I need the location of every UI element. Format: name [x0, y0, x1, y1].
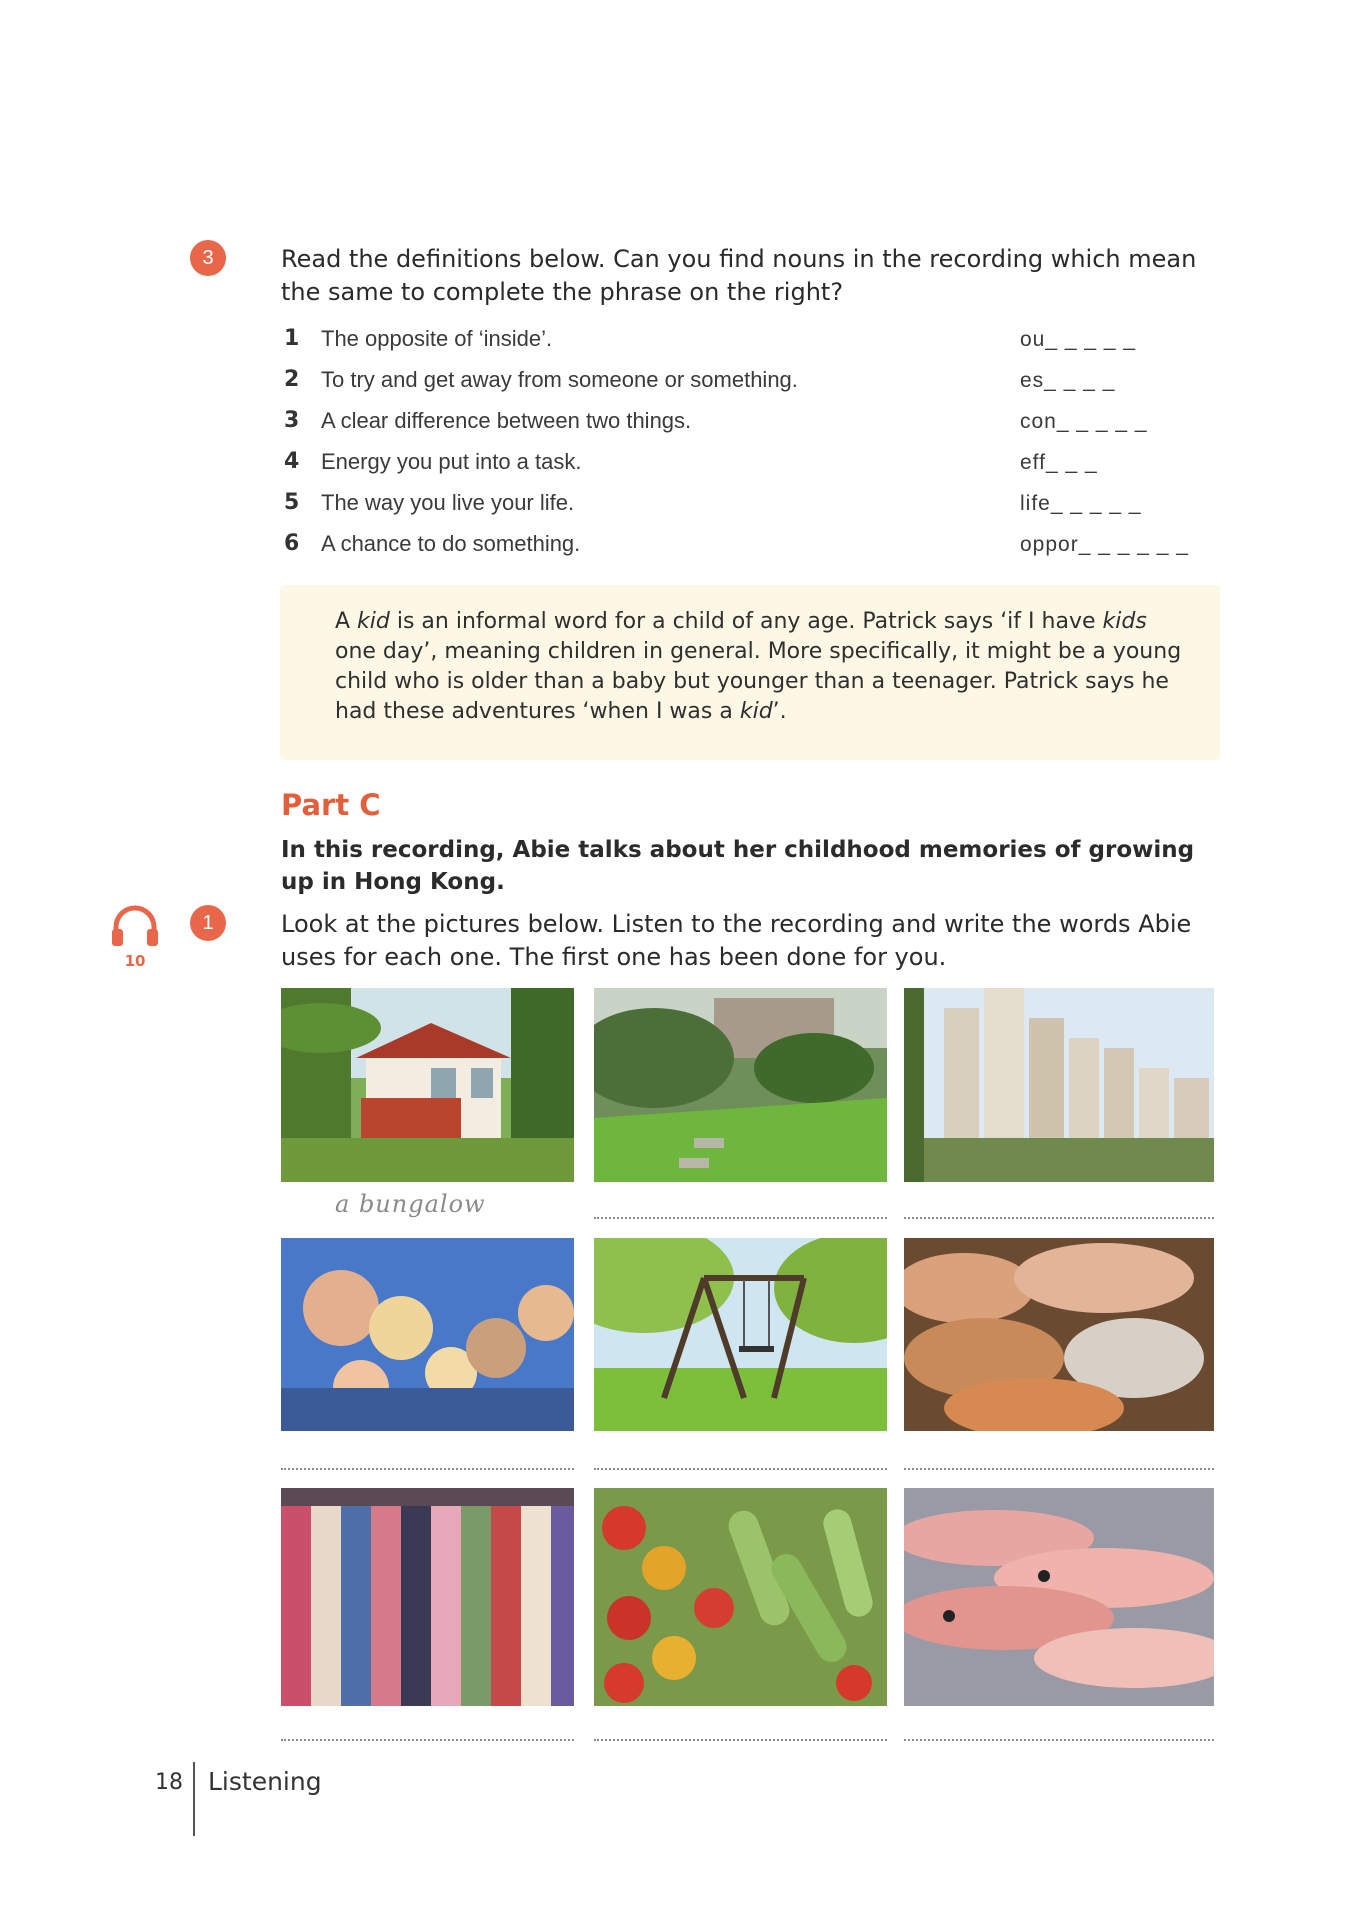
answer-line[interactable] [594, 1468, 887, 1470]
answer-line[interactable] [904, 1468, 1214, 1470]
note-italic-word: kids [1102, 609, 1147, 634]
definition-text: Energy you put into a task. [321, 449, 582, 474]
definition-number: 3 [284, 408, 300, 433]
answer-line[interactable] [594, 1217, 887, 1219]
section-label: Listening [208, 1767, 322, 1796]
answer-blank[interactable]: con_ _ _ _ _ [1020, 410, 1148, 433]
definition-text: To try and get away from someone or something. [321, 367, 798, 392]
definition-number: 1 [284, 326, 300, 351]
definition-number: 4 [284, 449, 300, 474]
headphones-icon [110, 903, 160, 970]
bungalow-photo [281, 988, 574, 1182]
fish-photo [904, 1488, 1214, 1706]
high-rise-buildings-photo [904, 988, 1214, 1182]
answer-line[interactable] [594, 1739, 887, 1741]
definition-text: The way you live your life. [321, 490, 575, 515]
vegetables-photo [594, 1488, 887, 1706]
example-answer: a bungalow [335, 1190, 486, 1218]
definition-number: 2 [284, 367, 300, 392]
note-italic-word: kid [739, 699, 773, 724]
exercise-1-instruction: Look at the pictures below. Listen to the recording and write the words Abie uses for each one. The first one has been done for you. [281, 910, 1192, 971]
vocabulary-note: A kid is an informal word for a child of any age. Patrick says ‘if I have kids one day’, meaning children in general. More specifically, it might be a young child who is older than a baby but younger than a teenager. Patrick says he had these adventures ‘when I was a kid’. [280, 585, 1220, 760]
exercise-number-badge: 3 [190, 240, 226, 276]
footer-divider [193, 1762, 195, 1836]
answer-blank[interactable]: oppor_ _ _ _ _ _ [1020, 533, 1189, 556]
definition-number: 5 [284, 490, 300, 515]
answer-blank[interactable]: es_ _ _ _ [1020, 369, 1116, 392]
track-number: 10 [124, 952, 146, 970]
definition-number: 6 [284, 531, 300, 556]
page-number: 18 [155, 1770, 183, 1795]
answer-blank[interactable]: life_ _ _ _ _ [1020, 492, 1142, 515]
garden-lawn-photo [594, 988, 887, 1182]
note-italic-word: kid [357, 609, 390, 634]
definition-text: A chance to do something. [321, 531, 581, 556]
dried-food-market-photo [904, 1238, 1214, 1431]
swing-photo [594, 1238, 887, 1431]
definition-text: A clear difference between two things. [321, 408, 692, 433]
answer-blank[interactable]: eff_ _ _ [1020, 451, 1098, 474]
answer-line[interactable] [904, 1739, 1214, 1741]
answer-line[interactable] [281, 1739, 574, 1741]
answer-line[interactable] [281, 1468, 574, 1470]
part-intro: In this recording, Abie talks about her childhood memories of growing up in Hong Kong. [281, 837, 1195, 895]
family-photo [281, 1238, 574, 1431]
answer-line[interactable] [904, 1217, 1214, 1219]
definition-text: The opposite of ‘inside’. [321, 326, 553, 351]
clothes-rack-photo [281, 1488, 574, 1706]
part-title: Part C [281, 788, 381, 822]
answer-blank[interactable]: ou_ _ _ _ _ [1020, 328, 1137, 351]
exercise-3-instruction: Read the definitions below. Can you find nouns in the recording which mean the same to complete the phrase on the right? [281, 245, 1197, 306]
exercise-number-badge: 1 [190, 905, 226, 941]
